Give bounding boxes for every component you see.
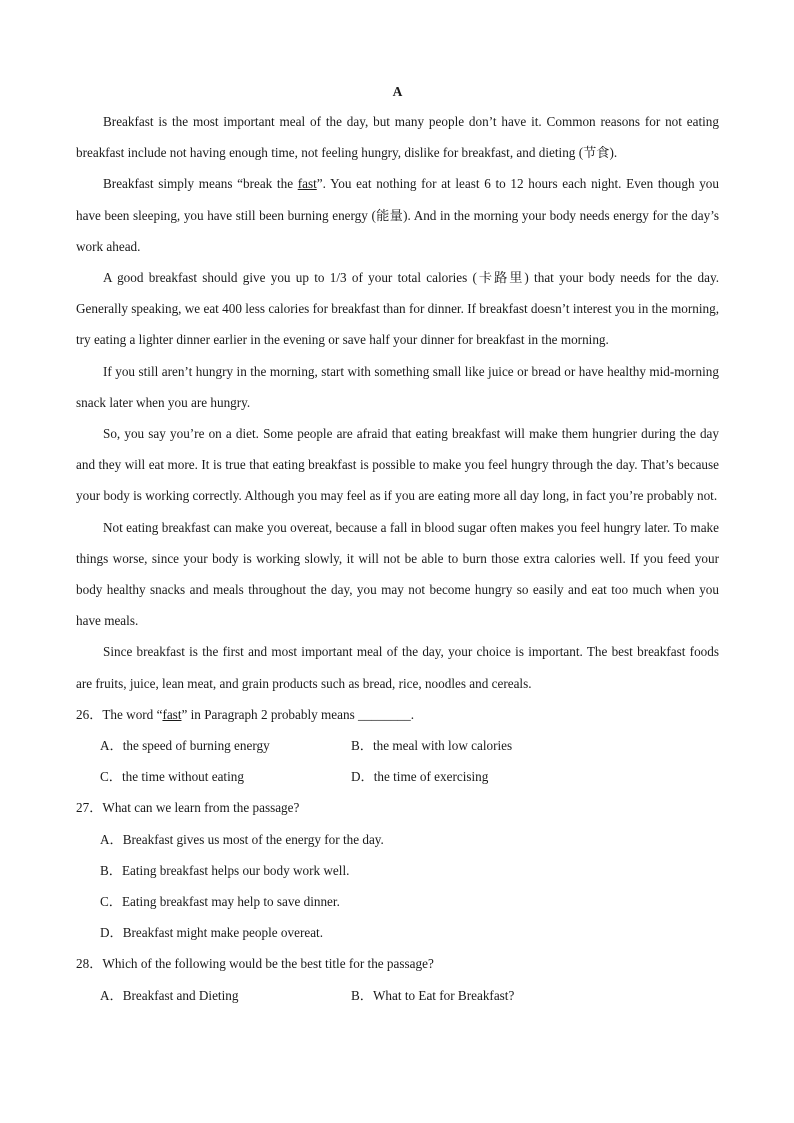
option-text: the time of exercising [373, 769, 489, 785]
option-row [76, 761, 719, 792]
option-text: Breakfast might make people overeat. [122, 925, 324, 941]
option-letter: C． [100, 894, 122, 910]
option-text: Breakfast gives us most of the energy for the day. [122, 831, 384, 847]
option-row [76, 730, 719, 761]
paragraph-4: If you still aren’t hungry in the morning, start with something small like juice or bread or have healthy mid-morning snack later when you are hungry. [76, 363, 719, 410]
option-text: What to Eat for Breakfast? [372, 987, 515, 1003]
question-stem-a: The word “ [102, 706, 163, 722]
option-letter: D． [351, 769, 374, 785]
question-underlined-word: fast [162, 706, 182, 722]
option-text: Eating breakfast helps our body work well. [121, 862, 350, 878]
paragraph-2-text-b: ”. You eat nothing for at least 6 to 12 hours each night. Even though you have been sleeping, you have still been burning energy (能量). And in the morning your body needs energy for the day’s work ahead. [76, 176, 719, 254]
option-letter: C． [100, 769, 122, 785]
option-letter: B． [351, 987, 373, 1003]
option-text: Eating breakfast may help to save dinner. [121, 894, 340, 910]
option-27-c [76, 886, 719, 917]
paragraph-2 [76, 168, 719, 262]
option-26-d [351, 761, 602, 792]
option-text: Breakfast and Dieting [122, 987, 239, 1003]
paragraph-6: Not eating breakfast can make you overeat, because a fall in blood sugar often makes you feel hungry later. To make things worse, since your body is working slowly, it will not be able to burn those extra calories well. If you feed your body healthy snacks and meals throughout the day, you may not become hungry so easily and eat too much when you have meals. [76, 519, 719, 629]
option-26-a [100, 730, 351, 761]
question-number: 28． [76, 956, 103, 972]
question-26 [76, 699, 719, 730]
option-27-d [76, 917, 719, 948]
option-26-c [100, 761, 351, 792]
option-26-b [351, 730, 602, 761]
question-28 [76, 948, 719, 979]
option-letter: B． [351, 738, 373, 754]
question-stem: What can we learn from the passage? [102, 800, 300, 816]
document-page [76, 78, 719, 1011]
paragraph-1: Breakfast is the most important meal of the day, but many people don’t have it. Common reasons for not eating breakfast include not having enough time, not feeling hungry, dislike for breakfast, and dieting (节食). [76, 114, 719, 161]
option-letter: B． [100, 862, 122, 878]
option-letter: D． [100, 925, 123, 941]
paragraph-5: So, you say you’re on a diet. Some people are afraid that eating breakfast will make them hungrier during the day and they will eat more. It is true that eating breakfast is possible to make you feel hungry through the day. That’s because your body is working correctly. Although you may feel as if you are eating more all day long, in fact you’re probably not. [76, 426, 719, 504]
paragraph-7: Since breakfast is the first and most important meal of the day, your choice is important. The best breakfast foods are fruits, juice, lean meat, and grain products such as bread, rice, noodles and cereals. [76, 644, 719, 691]
option-text: the time without eating [121, 769, 244, 785]
underlined-word-fast: fast [297, 176, 317, 192]
option-letter: A． [100, 987, 123, 1003]
option-27-a [76, 824, 719, 855]
paragraph-3: A good breakfast should give you up to 1/3 of your total calories (卡路里) that your body needs for the day. Generally speaking, we eat 400 less calories for breakfast than for dinner. If breakfast doesn’t interest you in the morning, try eating a lighter dinner earlier in the evening or save half your dinner for breakfast in the morning. [76, 270, 719, 348]
question-27 [76, 792, 719, 823]
section-title: A [392, 84, 403, 99]
option-28-a [100, 980, 351, 1011]
option-28-b [351, 980, 602, 1011]
question-stem: Which of the following would be the best title for the passage? [102, 956, 434, 972]
option-row [76, 980, 719, 1011]
option-text: the speed of burning energy [122, 738, 270, 754]
question-number: 27． [76, 800, 103, 816]
option-27-b [76, 855, 719, 886]
paragraph-2-text-a: Breakfast simply means “break the [103, 176, 298, 192]
option-letter: A． [100, 831, 123, 847]
question-stem-b: ” in Paragraph 2 probably means ________. [181, 706, 415, 722]
question-number: 26． [76, 706, 103, 722]
option-text: the meal with low calories [372, 738, 513, 754]
option-letter: A． [100, 738, 123, 754]
